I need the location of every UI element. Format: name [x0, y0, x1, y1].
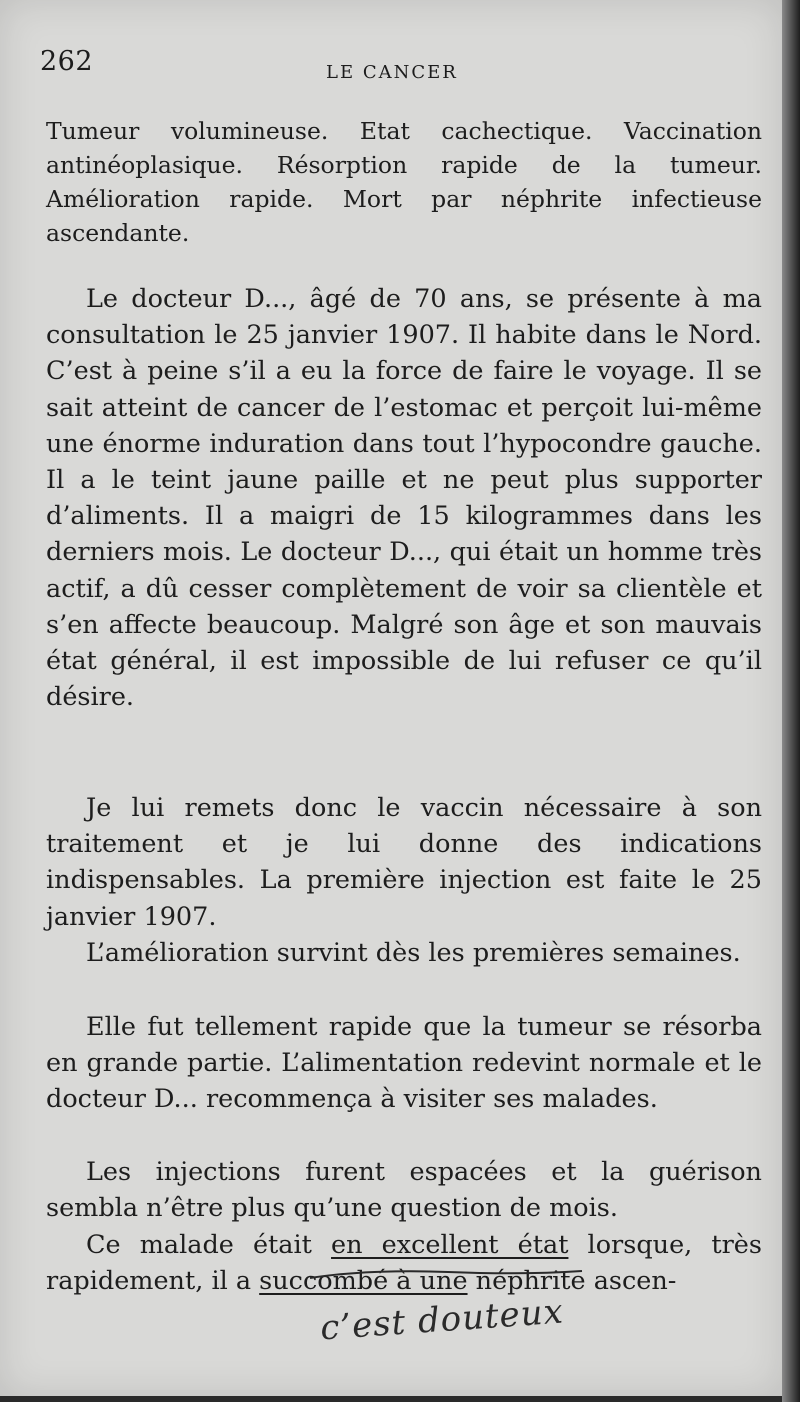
page-header	[40, 46, 752, 86]
paragraph-resorption: Elle fut tellement rapide que la tumeur se résorba en grande partie. L’alimentation redevint normale et le docteur D... recommença à visiter ses malades.	[46, 1012, 762, 1115]
outcome-text-end: néphrite ascen-	[467, 1266, 677, 1297]
paragraph-improvement: L’amélioration survint dès les premières semaines.	[86, 938, 741, 968]
running-title: LE CANCER	[326, 62, 458, 83]
paragraph-outcome	[46, 1227, 762, 1299]
paragraph-presentation: Le docteur D..., âgé de 70 ans, se présente à ma consultation le 25 janvier 1907. Il habite dans le Nord. C’est à peine s’il a eu la force de faire le voyage. Il se sait atteint de cancer de l’estomac et perçoit lui-même une énorme induration dans tout l’hypocondre gauche. Il a le teint jaune paille et ne peut plus supporter d’aliments. Il a maigri de 15 kilogrammes dans les derniers mois. Le docteur D..., qui était un homme très actif, a dû cesser complètement de voir sa clientèle et s’en affecte beaucoup. Malgré son âge et son mauvais état général, il est impossible de lui refuser ce qu’il désire.	[46, 284, 762, 713]
page-edge-shadow	[782, 0, 800, 1402]
outcome-text-middle: lorsque, très rapidement, il a	[46, 1230, 762, 1297]
case-summary: Tumeur volumineuse. Etat cachectique. Vaccination antinéoplasique. Résorption rapide de la tumeur. Amélioration rapide. Mort par néphrite infectieuse ascendante.	[46, 117, 762, 247]
underlined-succumbed: succombé à une	[259, 1266, 468, 1297]
outcome-text-start: Ce malade était	[86, 1230, 332, 1260]
handwritten-note: c’est douteux	[318, 1291, 565, 1349]
underlined-excellent-state: en excellent état	[331, 1230, 569, 1260]
page-number: 262	[40, 46, 94, 77]
paragraph-injections: Les injections furent espacées et la guérison sembla n’être plus qu’une question de mois.	[46, 1157, 762, 1224]
paragraph-treatment: Je lui remets donc le vaccin nécessaire à son traitement et je lui donne des indications indispensables. La première injection est faite le 25 janvier 1907.	[46, 793, 762, 932]
pen-overline-mark	[308, 1268, 584, 1282]
